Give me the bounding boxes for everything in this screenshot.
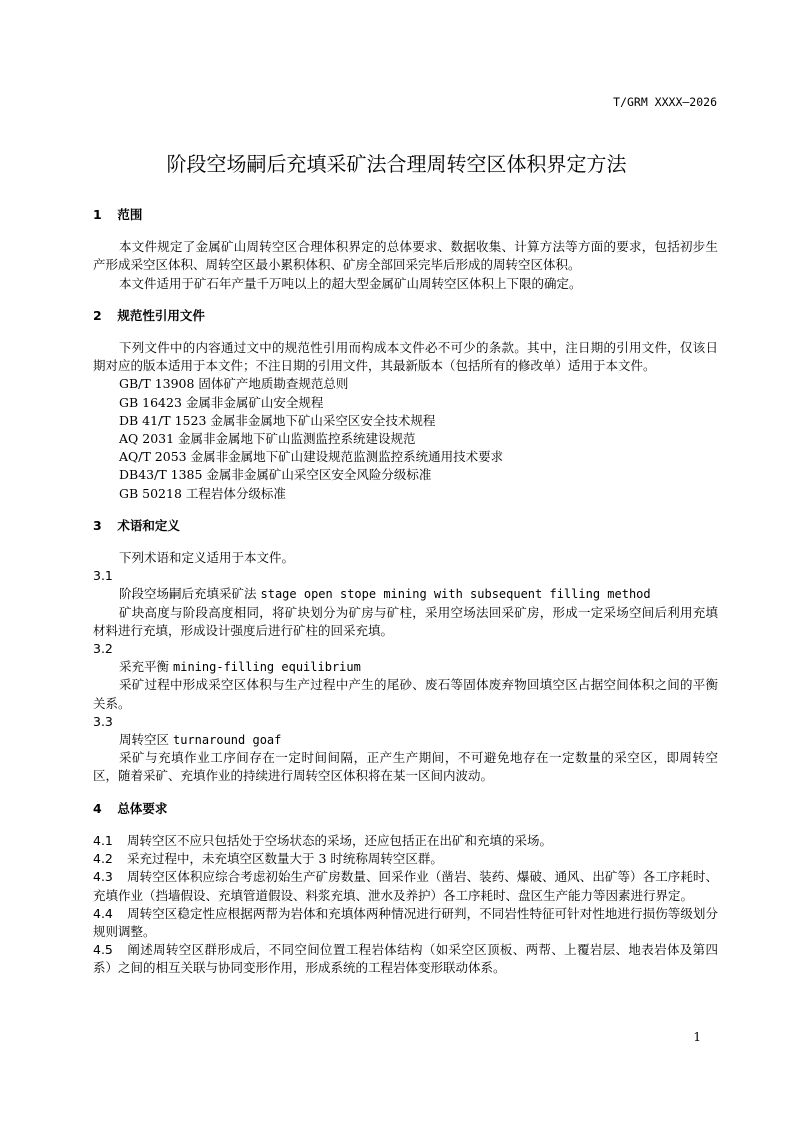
term-english: turnaround goaf [173,733,282,748]
requirement-number: 4.5 [93,942,113,958]
paragraph: 下列术语和定义适用于本文件。 [119,550,295,566]
term-chinese: 周转空区 [119,732,170,748]
requirement-item [93,850,718,868]
reference-item: DB 41/T 1523 金属非金属地下矿山采空区安全技术规程 [119,412,436,428]
paragraph: 本文件规定了金属矿山周转空区合理体积界定的总体要求、数据收集、计算方法等方面的要求，包括初步生产形成采空区体积、周转空区最小累积体积、矿房全部回采完毕后形成的周转空区体积。 [93,239,718,273]
requirement-text: 采充过程中，未充填空区数量大于 3 时统称周转空区群。 [127,851,443,867]
term-number: 3.3 [93,713,113,729]
requirement-number: 4.4 [93,905,113,921]
term-heading [93,731,718,749]
term-heading [93,585,718,603]
term-definition: 采矿过程中形成采空区体积与生产过程中产生的尾砂、废石等固体废弃物回填空区占据空间体积之间的平衡关系。 [93,677,718,711]
requirement-number: 4.3 [93,869,113,885]
requirement-number: 4.2 [93,851,113,867]
term-heading [93,658,718,676]
page-number: 1 [693,1030,701,1044]
reference-item: AQ/T 2053 金属非金属地下矿山建设规范监测监控系统通用技术要求 [119,449,504,465]
section-heading-normative-references [93,307,718,325]
section-title: 总体要求 [117,800,168,816]
section-number: 1 [93,207,102,222]
section-number: 3 [93,517,102,533]
reference-item: AQ 2031 金属非金属地下矿山监测监控系统建设规范 [119,431,416,447]
term-definition: 矿块高度与阶段高度相同，将矿块划分为矿房与矿柱，采用空场法回采矿房，形成一定采场空间后利用充填材料进行充填，形成设计强度后进行矿柱的回采充填。 [93,604,718,638]
section-number: 4 [93,800,102,816]
term-chinese: 阶段空场嗣后充填采矿法 [119,586,257,602]
requirement-item [93,832,718,850]
reference-item: GB 50218 工程岩体分级标准 [119,485,286,501]
document-title: 阶段空场嗣后充填采矿法合理周转空区体积界定方法 [166,152,627,176]
section-title: 术语和定义 [117,517,180,533]
reference-item: DB43/T 1385 金属非金属矿山采空区安全风险分级标准 [119,467,432,483]
term-chinese: 采充平衡 [119,659,170,675]
term-english: stage open stope mining with subsequent filling method [260,587,651,602]
requirement-text: 阐述周转空区群形成后，不同空间位置工程岩体结构（如采空区顶板、两帮、上覆岩层、地表岩体及第四系）之间的相互关联与协同变形作用，形成系统的工程岩体变形联动体系。 [93,942,718,976]
term-english: mining-filling equilibrium [173,660,361,675]
requirement-number: 4.1 [93,832,113,848]
document-code: T/GRM XXXX—2026 [613,95,717,109]
section-heading-scope [93,206,718,224]
term-number: 3.2 [93,641,113,657]
paragraph: 本文件适用于矿石年产量千万吨以上的超大型金属矿山周转空区体积上下限的确定。 [119,275,582,291]
section-title: 规范性引用文件 [117,307,205,323]
requirement-text: 周转空区不应只包括处于空场状态的采场，还应包括正在出矿和充填的采场。 [127,832,553,848]
requirement-text: 周转空区体积应综合考虑初始生产矿房数量、回采作业（凿岩、装药、爆破、通风、出矿等）各工序耗时、充填作业（挡墙假设、充填管道假设、料浆充填、泄水及养护）各工序耗时、盘区生产能力等因素进行界定。 [93,869,718,903]
requirement-item [93,941,718,977]
paragraph: 下列文件中的内容通过文中的规范性引用而构成本文件必不可少的条款。其中，注日期的引用文件，仅该日期对应的版本适用于本文件；不注日期的引用文件，其最新版本（包括所有的修改单）适用于本文件。 [93,340,718,374]
term-number: 3.1 [93,568,113,584]
requirement-text: 周转空区稳定性应根据两帮为岩体和充填体两种情况进行研判，不同岩性特征可针对性地进行损伤等级划分规则调整。 [93,905,718,939]
requirement-item [93,868,718,904]
reference-item: GB 16423 金属非金属矿山安全规程 [119,394,324,410]
section-number: 2 [93,307,102,323]
reference-item: GB/T 13908 固体矿产地质勘查规范总则 [119,376,349,392]
requirement-item [93,905,718,941]
section-title: 范围 [117,207,143,222]
section-heading-general-requirements [93,800,718,818]
document-body [93,206,718,978]
section-heading-terms [93,517,718,535]
term-definition: 采矿与充填作业工序间存在一定时间间隔，正产生产期间，不可避免地存在一定数量的采空区，即周转空区，随着采矿、充填作业的持续进行周转空区体积将在某一区间内波动。 [93,750,718,784]
